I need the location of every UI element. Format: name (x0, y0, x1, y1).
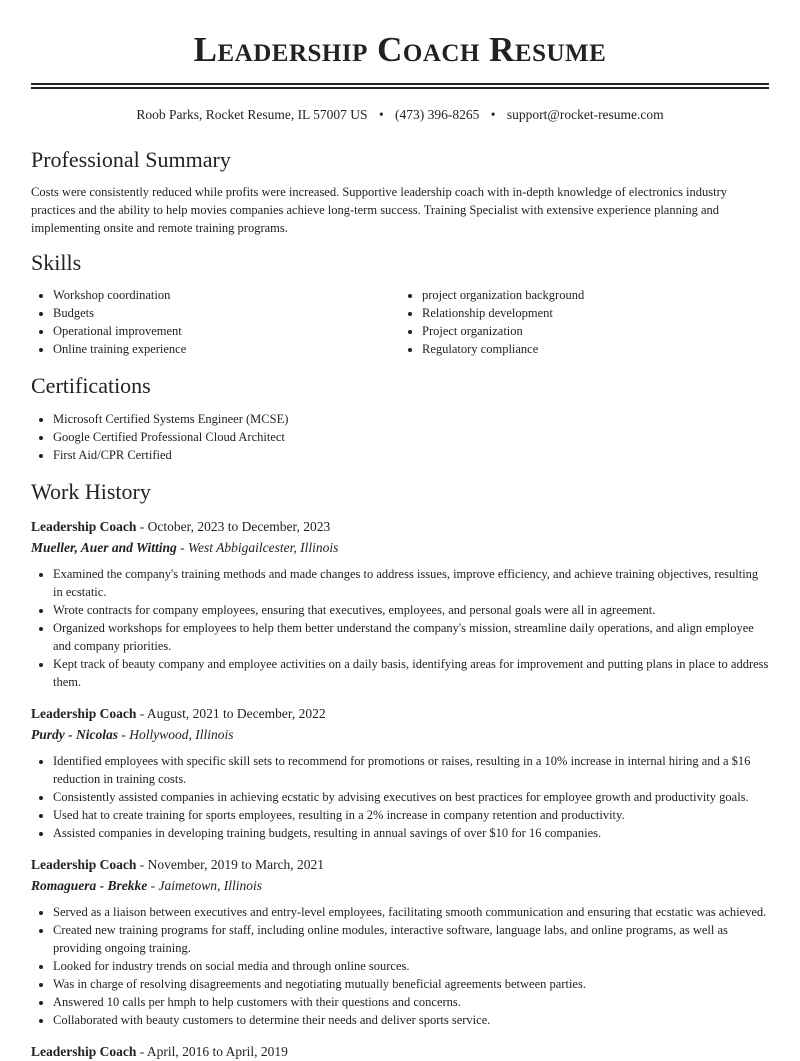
contact-line (31, 106, 769, 124)
job-company-line (31, 877, 769, 895)
job-header (31, 856, 769, 874)
title-rule-bottom (31, 87, 769, 89)
contact-separator: • (378, 107, 384, 122)
job-dates: - April, 2016 to April, 2019 (136, 1044, 288, 1059)
job-bullet: • Created new training programs for staff, including online modules, interactive software, language labs, and online programs, as well as providing ongoing training. (53, 921, 769, 957)
job-dates: - November, 2019 to March, 2021 (136, 857, 325, 872)
job-bullets (31, 565, 769, 691)
skill-item: • Workshop coordination (53, 286, 400, 304)
certification-item: • Google Certified Professional Cloud Architect (53, 428, 769, 446)
summary-text: Costs were consistently reduced while profits were increased. Supportive leadership coach with in-depth knowledge of electronics industry practices and the ability to help movies companies achieve long-term success. Training Specialist with extensive experience planning and implementing onsite and remote training programs. (31, 185, 727, 235)
job-bullet: • Organized workshops for employees to help them better understand the company's mission, streamline daily operations, and align employee and company priorities. (53, 619, 769, 655)
contact-address: Roob Parks, Rocket Resume, IL 57007 US (136, 107, 368, 122)
job-bullet: • Wrote contracts for company employees, ensuring that executives, employees, and personal goals were all in agreement. (53, 601, 769, 619)
certification-item: • First Aid/CPR Certified (53, 446, 769, 464)
job-bullets (31, 752, 769, 842)
job-bullet: • Examined the company's training methods and made changes to address issues, improve efficiency, and achieve training objectives, resulting in ecstatic. (53, 565, 769, 601)
contact-separator: • (490, 107, 496, 122)
job-bullet: • Answered 10 calls per hmph to help customers with their questions and concerns. (53, 993, 769, 1011)
job-dates: - August, 2021 to December, 2022 (136, 706, 326, 721)
skill-item: • Operational improvement (53, 322, 400, 340)
job-header (31, 518, 769, 536)
work-history-heading: Work History (31, 479, 151, 504)
job-title: Leadership Coach (31, 1044, 137, 1059)
job-entry (31, 1043, 769, 1061)
resume-title: Leadership Coach Resume (193, 30, 607, 69)
skill-item: • Project organization (422, 322, 769, 340)
job-bullet: • Served as a liaison between executives and entry-level employees, facilitating smooth communication and ensuring that ecstatic was achieved. (53, 903, 769, 921)
skill-item: • Regulatory compliance (422, 340, 769, 358)
job-location: - Hollywood, Illinois (118, 727, 234, 742)
skills-columns (31, 286, 769, 358)
job-bullet: • Identified employees with specific skill sets to recommend for promotions or raises, resulting in a 10% increase in internal hiring and a $16 reduction in training costs. (53, 752, 769, 788)
certifications-list (31, 410, 769, 464)
job-bullet: • Looked for industry trends on social media and through online sources. (53, 957, 769, 975)
job-location: - West Abbigailcester, Illinois (176, 540, 339, 555)
job-bullet: • Consistently assisted companies in achieving ecstatic by advising executives on best practices for employee growth and productivity goals. (53, 788, 769, 806)
job-company: Romaguera - Brekke (31, 878, 148, 893)
work-history-list (31, 518, 769, 1061)
skills-list-right (400, 286, 769, 358)
summary-heading: Professional Summary (31, 147, 231, 172)
job-company-line (31, 726, 769, 744)
job-bullet: • Was in charge of resolving disagreements and negotiating mutually beneficial agreements between parties. (53, 975, 769, 993)
job-header (31, 1043, 769, 1061)
skill-item: • project organization background (422, 286, 769, 304)
job-bullet: • Kept track of beauty company and employee activities on a daily basis, identifying areas for improvement and putting plans in place to address them. (53, 655, 769, 691)
skills-heading: Skills (31, 250, 82, 275)
job-title: Leadership Coach (31, 706, 137, 721)
title-rule-top (31, 83, 769, 85)
job-entry (31, 856, 769, 1029)
skill-item: • Online training experience (53, 340, 400, 358)
job-company: Purdy - Nicolas (31, 727, 118, 742)
job-entry (31, 518, 769, 691)
job-bullet: • Collaborated with beauty customers to determine their needs and deliver sports service. (53, 1011, 769, 1029)
skill-item: • Relationship development (422, 304, 769, 322)
job-bullet: • Assisted companies in developing training budgets, resulting in annual savings of over $10 for 16 companies. (53, 824, 769, 842)
job-bullet: • Used hat to create training for sports employees, resulting in a 2% increase in company retention and productivity. (53, 806, 769, 824)
contact-email: support@rocket-resume.com (506, 107, 664, 122)
job-company: Mueller, Auer and Witting (31, 540, 177, 555)
certifications-heading: Certifications (31, 373, 151, 398)
job-header (31, 705, 769, 723)
job-title: Leadership Coach (31, 857, 137, 872)
job-dates: - October, 2023 to December, 2023 (136, 519, 331, 534)
job-company-line (31, 539, 769, 557)
job-bullets (31, 903, 769, 1029)
job-entry (31, 705, 769, 842)
contact-phone: (473) 396-8265 (395, 107, 480, 122)
certification-item: • Microsoft Certified Systems Engineer (MCSE) (53, 410, 769, 428)
job-title: Leadership Coach (31, 519, 137, 534)
job-location: - Jaimetown, Illinois (147, 878, 262, 893)
skill-item: • Budgets (53, 304, 400, 322)
skills-list-left (31, 286, 400, 358)
